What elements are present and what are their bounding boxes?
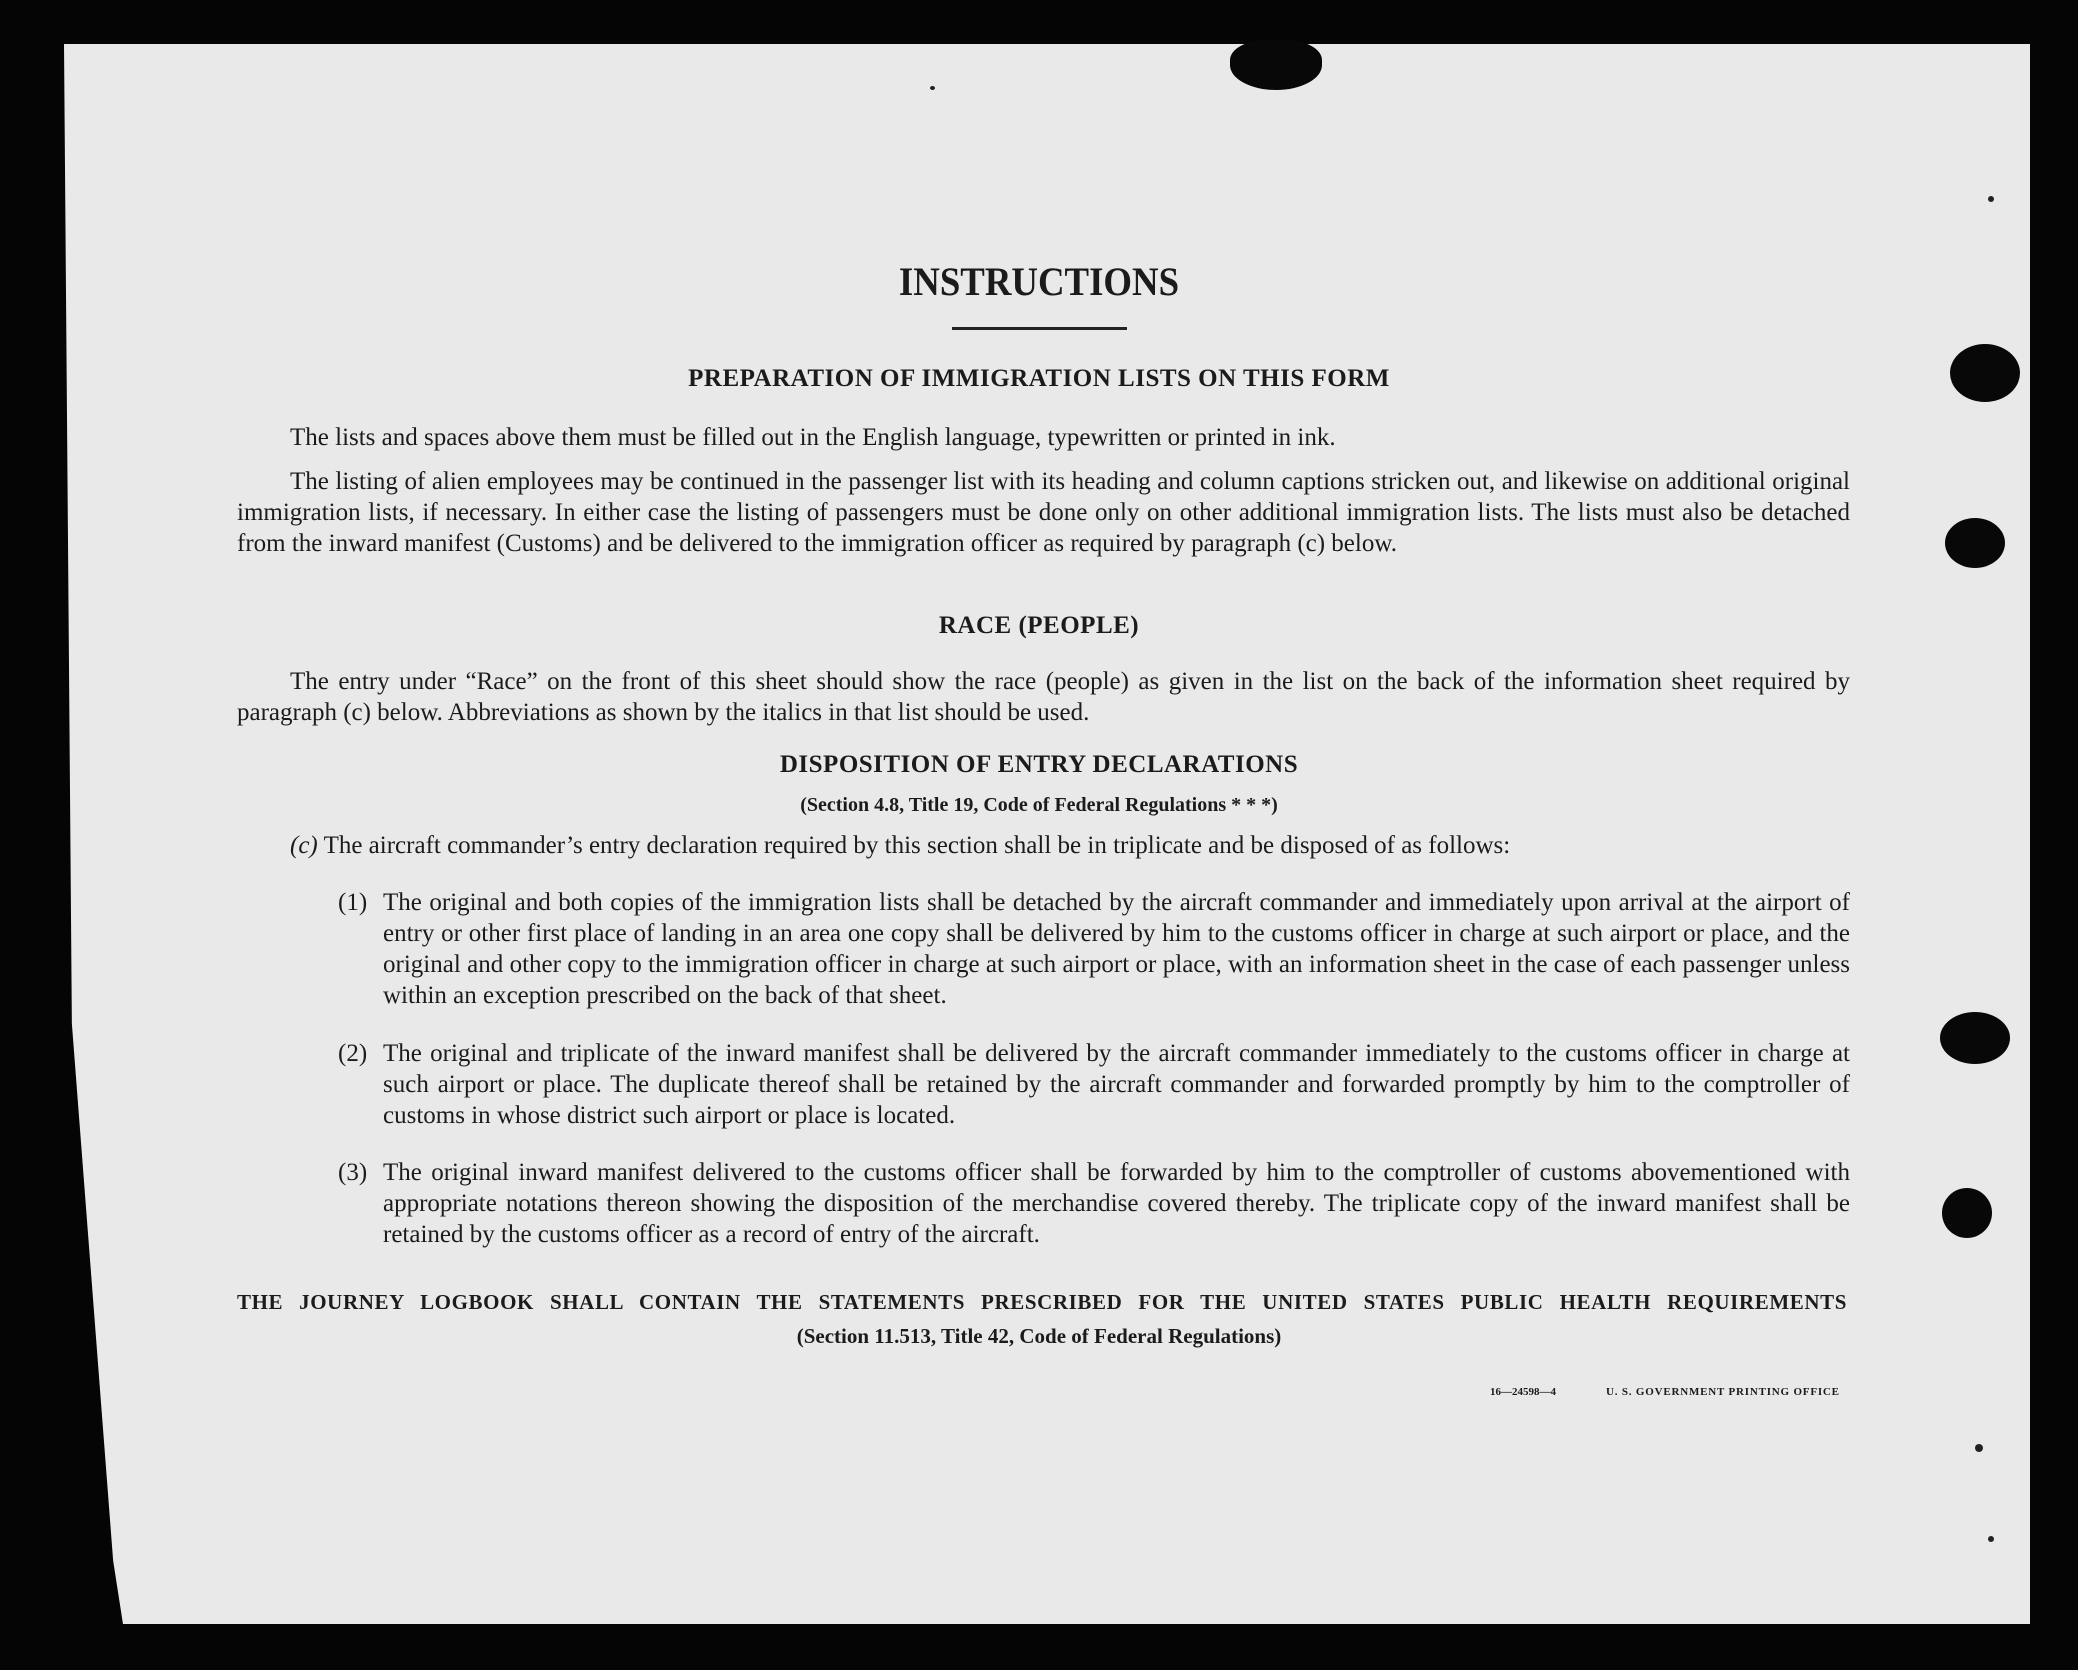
disposition-heading: DISPOSITION OF ENTRY DECLARATIONS (779, 751, 1299, 778)
health-requirements-citation: (Section 11.513, Title 42, Code of Federal Regulations) (796, 1324, 1282, 1348)
disposition-item-3 (338, 1157, 1850, 1250)
race-paragraph: The entry under “Race” on the front of this sheet should show the race (people) as given in the list on the back of the information sheet required by paragraph (c) below. Abbreviations as shown by the italics in that list should be used. (237, 668, 1850, 726)
health-requirements-statement: THE JOURNEY LOGBOOK SHALL CONTAIN THE STATEMENTS PRESCRIBED FOR THE UNITED STATES PUBLIC HEALTH REQUIREMENTS (237, 1290, 1847, 1314)
disposition-citation: (Section 4.8, Title 19, Code of Federal Regulations * * *) (800, 794, 1278, 816)
preparation-paragraph-1: The lists and spaces above them must be filled out in the English language, typewritten or printed in ink. (290, 424, 1336, 451)
item-text: The original inward manifest delivered to the customs officer shall be forwarded by him to the comptroller of customs abovementioned with appropriate notations thereon showing the disposition of the merchandise covered thereby. The triplicate copy of the inward manifest shall be retained by the customs officer as a record of entry of the aircraft. (383, 1159, 1850, 1248)
item-text: The original and triplicate of the inward manifest shall be delivered by the aircraft commander immediately to the customs officer in charge at such airport or place. The duplicate thereof shall be retained by the aircraft commander and forwarded promptly by him to the comptroller of customs in whose district such airport or place is located. (383, 1040, 1850, 1129)
binding-hole-mark (1945, 518, 2005, 568)
intro-text: The aircraft commander’s entry declaration required by this section shall be in triplicate and be disposed of as follows: (323, 832, 1511, 859)
preparation-paragraph-2: The listing of alien employees may be continued in the passenger list with its heading and column captions stricken out, and likewise on additional original immigration lists, if necessary. In either case the listing of passengers must be done only on other additional immigration lists. The lists must also be detached from the inward manifest (Customs) and be delivered to the immigration officer as required by paragraph (c) below. (237, 468, 1850, 557)
binding-hole-mark (1942, 1188, 1992, 1238)
race-heading: RACE (PEOPLE) (938, 612, 1140, 639)
binding-hole-mark (1940, 1012, 2010, 1064)
disposition-item-1 (338, 887, 1850, 1011)
printing-office: U. S. GOVERNMENT PRINTING OFFICE (1606, 1386, 1840, 1398)
speck (1988, 1536, 1994, 1542)
item-number: (2) (338, 1040, 368, 1067)
form-number: 16—24598—4 (1490, 1386, 1556, 1398)
intro-label: (c) (290, 832, 318, 859)
title-underline (952, 327, 1127, 330)
speck (1988, 196, 1994, 202)
disposition-intro (290, 830, 1850, 861)
item-text: The original and both copies of the immigration lists shall be detached by the aircraft commander and immediately upon arrival at the airport of entry or other first place of landing in an area one copy shall be delivered by him to the customs officer in charge at such airport or place, and the original and other copy to the immigration officer in charge at such airport or place, with an information sheet in the case of each passenger unless within an exception prescribed on the back of that sheet. (383, 889, 1850, 1009)
item-number: (1) (338, 889, 368, 916)
speck (1975, 1444, 1983, 1452)
speck (930, 86, 935, 90)
disposition-item-2 (338, 1038, 1850, 1131)
binding-hole-mark (1230, 40, 1322, 90)
page-title: INSTRUCTIONS (898, 259, 1180, 304)
item-number: (3) (338, 1159, 368, 1186)
preparation-heading: PREPARATION OF IMMIGRATION LISTS ON THIS FORM (688, 365, 1390, 392)
